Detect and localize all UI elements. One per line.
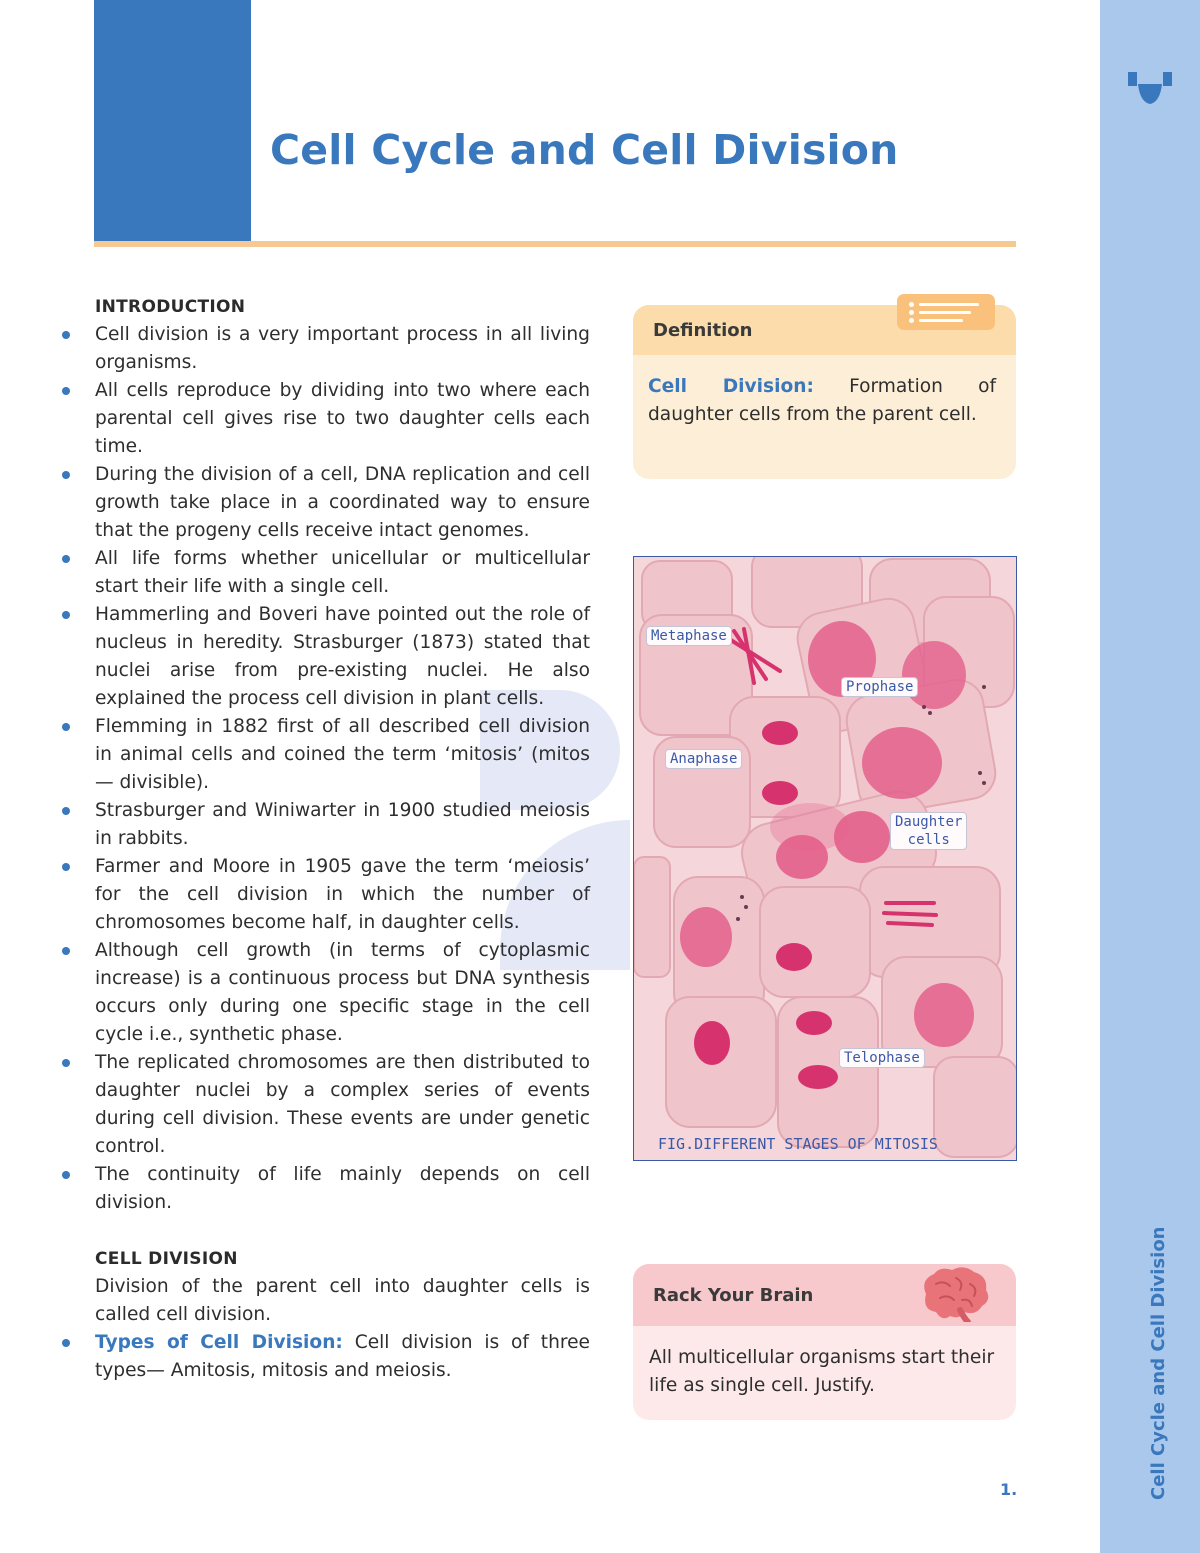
definition-box (633, 305, 1016, 479)
bullet-icon (62, 1171, 70, 1179)
label-telophase: Telophase (839, 1048, 925, 1068)
list-item-text: Hammerling and Boveri have pointed out the role of nucleus in heredity. Strasburger (1873) stated that nuclei arise from pre-existing nuclei. He also explained the process cell division in plant cells. (95, 604, 590, 709)
list-item (60, 461, 590, 545)
bullet-icon (62, 387, 70, 395)
list-item (60, 1049, 590, 1161)
main-text-column (60, 293, 590, 1385)
list-item (60, 1329, 590, 1385)
definition-body (633, 355, 1016, 429)
label-daughter-cells (890, 812, 967, 850)
types-of-cell-division-term: Types of Cell Division: (95, 1332, 343, 1353)
definition-term: Cell Division: (648, 376, 814, 397)
label-daughter-line1: Daughter (895, 814, 963, 830)
bullet-icon (62, 863, 70, 871)
types-of-cell-division-text: Cell division is of three types— Amitosis, mitosis and meiosis. (95, 1332, 590, 1381)
bullet-icon (62, 471, 70, 479)
list-item (60, 377, 590, 461)
list-item (60, 545, 590, 601)
list-item-text: Farmer and Moore in 1905 gave the term ‘meiosis’ for the cell division in which the number of chromosomes become half, in daughter cells. (95, 856, 590, 933)
list-item-text: During the division of a cell, DNA replication and cell growth take place in a coordinated way to ensure that the progeny cells receive intact genomes. (95, 464, 590, 541)
introduction-list (60, 321, 590, 1217)
cell-division-list (60, 1329, 590, 1385)
brain-icon (916, 1264, 992, 1322)
bullet-icon (62, 807, 70, 815)
list-item (60, 937, 590, 1049)
bullet-icon (62, 723, 70, 731)
introduction-heading: INTRODUCTION (95, 297, 246, 317)
cell-division-paragraph: Division of the parent cell into daughter cells is called cell division. (95, 1276, 590, 1325)
page-number: 1. (1000, 1480, 1018, 1499)
list-item-text: All life forms whether unicellular or multicellular start their life with a single cell. (95, 548, 590, 597)
definition-text: Formation of daughter cells from the parent cell. (648, 376, 997, 425)
list-item (60, 797, 590, 853)
label-anaphase: Anaphase (665, 749, 742, 769)
list-item (60, 853, 590, 937)
bullet-icon (62, 947, 70, 955)
list-tag-icon (897, 294, 995, 330)
bullet-icon (62, 1339, 70, 1347)
list-item-text: All cells reproduce by dividing into two where each parental cell gives rise to two daughter cells each time. (95, 380, 590, 457)
list-item (60, 601, 590, 713)
cell-division-heading: CELL DIVISION (95, 1249, 238, 1269)
bullet-icon (62, 611, 70, 619)
list-item-text: The continuity of life mainly depends on cell division. (95, 1164, 590, 1213)
bullet-icon (62, 555, 70, 563)
figure-caption: FIG.DIFFERENT STAGES OF MITOSIS (658, 1135, 938, 1153)
mitosis-micrograph (634, 557, 1017, 1161)
list-item-text: Strasburger and Winiwarter in 1900 studied meiosis in rabbits. (95, 800, 590, 849)
rack-your-brain-title: Rack Your Brain (633, 1264, 1016, 1326)
side-chapter-label: Cell Cycle and Cell Division (1148, 1226, 1169, 1500)
list-item-text: Although cell growth (in terms of cytoplasmic increase) is a continuous process but DNA synthesis occurs only during one specific stage in the cell cycle i.e., synthetic phase. (95, 940, 590, 1045)
list-item-text: Flemming in 1882 first of all described cell division in animal cells and coined the term ‘mitosis’ (mitos — divisible). (95, 716, 590, 793)
header-color-block (94, 0, 251, 242)
bullet-icon (62, 331, 70, 339)
list-item (60, 321, 590, 377)
list-item-text: Cell division is a very important process in all living organisms. (95, 324, 590, 373)
definition-title: Definition (633, 305, 1016, 355)
label-metaphase: Metaphase (646, 626, 732, 646)
brand-logo-icon (1126, 70, 1174, 110)
list-item-text: The replicated chromosomes are then distributed to daughter nuclei by a complex series of events during cell division. These events are under genetic control. (95, 1052, 590, 1157)
label-daughter-line2: cells (907, 832, 950, 848)
rack-your-brain-text: All multicellular organisms start their life as single cell. Justify. (649, 1347, 995, 1396)
page-title: Cell Cycle and Cell Division (270, 126, 899, 174)
header-divider (94, 241, 1016, 247)
bullet-icon (62, 1059, 70, 1067)
mitosis-figure (633, 556, 1017, 1161)
label-prophase: Prophase (841, 677, 918, 697)
list-item (60, 1161, 590, 1217)
list-item (60, 713, 590, 797)
